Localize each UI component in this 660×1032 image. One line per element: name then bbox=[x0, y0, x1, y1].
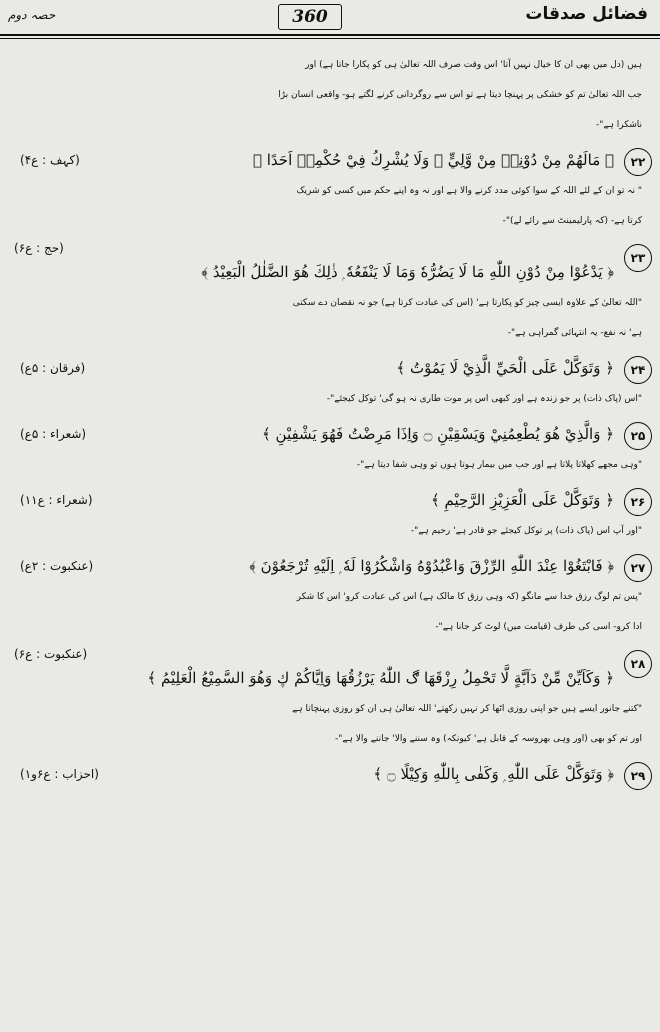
text-line: ہے' نہ نفع- یہ انتہائی گمراہی ہے"- bbox=[507, 328, 642, 338]
ayah-row bbox=[14, 550, 614, 582]
section-label: حصہ دوم bbox=[8, 8, 56, 22]
verse-reference: (حج : ع۶) bbox=[14, 241, 64, 255]
arabic-ayah: ﴿ وَكَاَيِّنْ مِّنْ دَآبَّةٍ لَّا تَحْمِلُ رِزْقَهَا ڰ اللّٰهُ يَرْزُقُهَا وَاِيَّاكُمْ ڮ وَهُوَ السَّمِيْعُ الْعَلِيْمُ ﴾ bbox=[147, 669, 614, 687]
text-line: "اللہ تعالیٰ کے علاوہ ایسی چیز کو پکارتا ہے' (اس کی عبادت کرتا ہے) جو نہ نقصان دے سکتی bbox=[292, 298, 642, 308]
entries-list bbox=[14, 144, 648, 790]
ayah-row bbox=[14, 144, 614, 176]
verse-entry bbox=[14, 240, 648, 348]
page-body bbox=[14, 50, 648, 790]
urdu-translation bbox=[14, 582, 642, 642]
verse-entry bbox=[14, 646, 648, 754]
arabic-ayah: ﴿ وَتَوَكَّلْ عَلَى اللّٰهِ ۭ وَكَفٰى بِاللّٰهِ وَكِيْلًا ۝ ﴾ bbox=[373, 765, 614, 783]
page-header bbox=[0, 0, 660, 40]
urdu-translation bbox=[14, 694, 642, 754]
urdu-translation bbox=[14, 516, 642, 546]
urdu-translation bbox=[14, 450, 642, 480]
verse-number-badge: ۲۳ bbox=[624, 244, 652, 272]
ayah-row bbox=[14, 256, 614, 288]
arabic-ayah: ﴿ فَابْتَغُوْا عِنْدَ اللّٰهِ الرِّزْقَ وَاعْبُدُوْهُ وَاشْكُرُوْا لَهٗ ۭ اِلَيْهِ تُرْجَعُوْنَ ﴾ bbox=[249, 557, 614, 575]
header-rule-thin bbox=[0, 38, 660, 39]
text-line: "کتنے جانور ایسے ہیں جو اپنی روزی اٹھا کر نہیں رکھتے' اللہ تعالیٰ ہی ان کو روزی پہنچاتا ہے bbox=[292, 704, 642, 714]
ayah-row bbox=[14, 758, 614, 790]
ayah-row bbox=[14, 352, 614, 384]
verse-reference: (شعراء : ۵ع) bbox=[20, 427, 87, 441]
text-line: ناشکرا ہے"- bbox=[595, 120, 642, 130]
arabic-ayah: ﴿ مَالَهُمْ مِنْ دُوْنِهٖ مِنْ وَّلِيٍّ ۡ وَلَا يُشْرِكُ فِيْ حُكْمِهٖ اَحَدًا ﴾ bbox=[253, 151, 614, 169]
verse-number-badge: ۲۲ bbox=[624, 148, 652, 176]
verse-number-badge: ۲۹ bbox=[624, 762, 652, 790]
ayah-row bbox=[14, 484, 614, 516]
verse-reference: (فرقان : ۵ع) bbox=[20, 361, 86, 375]
verse-number-badge: ۲۴ bbox=[624, 356, 652, 384]
urdu-translation bbox=[14, 288, 642, 348]
header-rule bbox=[0, 34, 660, 36]
intro-paragraph bbox=[14, 50, 642, 140]
text-line: ہیں (دل میں بھی ان کا خیال نہیں آتا' اس وقت صرف اللہ تعالیٰ ہی کو پکارا جاتا ہے) اور bbox=[305, 60, 642, 70]
verse-number-badge: ۲۵ bbox=[624, 422, 652, 450]
text-line: کرتا ہے- (کہ پارلیمینٹ سے رائے لے)"- bbox=[502, 216, 642, 226]
verse-reference: (عنکبوت : ع۶) bbox=[14, 647, 88, 661]
text-line: جب اللہ تعالیٰ تم کو خشکی پر پہنچا دیتا ہے تو اس سے روگردانی کرنے لگتے ہو- واقعی انسان بڑا bbox=[278, 90, 642, 100]
urdu-translation bbox=[14, 176, 642, 236]
verse-number-badge: ۲۶ bbox=[624, 488, 652, 516]
verse-entry bbox=[14, 758, 648, 790]
text-line: "اس (پاک ذات) پر جو زندہ ہے اور کبھی اس پر موت طاری نہ ہو گی' توکل کیجئے"- bbox=[326, 394, 642, 404]
text-line: " نہ تو ان کے لئے اللہ کے سوا کوئی مدد کرنے والا ہے اور نہ وہ اپنے حکم میں کسی کو شریک bbox=[296, 186, 642, 196]
arabic-ayah: ﴿ وَالَّذِيْ هُوَ يُطْعِمُنِيْ وَيَسْقِيْنِ ۝ وَاِذَا مَرِضْتُ فَهُوَ يَشْفِيْنِ ﴾ bbox=[261, 425, 614, 443]
arabic-ayah: ﴿ وَتَوَكَّلْ عَلَى الْحَيِّ الَّذِيْ لَا يَمُوْتُ ﴾ bbox=[396, 359, 614, 377]
arabic-ayah: ﴿ يَدْعُوْا مِنْ دُوْنِ اللّٰهِ مَا لَا يَضُرُّهٗ وَمَا لَا يَنْفَعُهٗ ۭ ذٰلِكَ هُوَ الضَّلٰلُ الْبَعِيْدُ ﴾ bbox=[201, 263, 614, 281]
verse-number-badge: ۲۷ bbox=[624, 554, 652, 582]
verse-entry bbox=[14, 352, 648, 414]
text-line: اور تم کو بھی (اور وہی بھروسہ کے قابل ہے' کیونکہ) وہ سننے والا' جاننے والا ہے"- bbox=[334, 734, 642, 744]
verse-entry bbox=[14, 418, 648, 480]
verse-entry bbox=[14, 144, 648, 236]
ayah-row bbox=[14, 662, 614, 694]
text-line: ادا کرو- اسی کی طرف (قیامت میں) لوٹ کر جانا ہے"- bbox=[435, 622, 642, 632]
book-title: فضائل صدقات bbox=[525, 4, 648, 24]
page-number: 360 bbox=[278, 4, 342, 30]
ayah-row bbox=[14, 418, 614, 450]
verse-entry bbox=[14, 484, 648, 546]
urdu-translation bbox=[14, 384, 642, 414]
verse-reference: (عنکبوت : ۲ع) bbox=[20, 559, 94, 573]
verse-number-badge: ۲۸ bbox=[624, 650, 652, 678]
verse-entry bbox=[14, 550, 648, 642]
text-line: "اور آپ اس (پاک ذات) پر توکل کیجئے جو قادر ہے' رحیم ہے"- bbox=[410, 526, 642, 536]
verse-reference: (احزاب : ع۶و۱) bbox=[20, 767, 99, 781]
verse-reference: (کہف : ع۴) bbox=[20, 153, 80, 167]
text-line: "وہی مجھے کھلاتا پلاتا ہے اور جب میں بیمار ہوتا ہوں تو وہی شفا دیتا ہے"- bbox=[356, 460, 642, 470]
text-line: "پس تم لوگ رزق خدا سے مانگو (کہ وہی رزق کا مالک ہے) اس کی عبادت کرو' اس کا شکر bbox=[296, 592, 642, 602]
arabic-ayah: ﴿ وَتَوَكَّلْ عَلَى الْعَزِيْزِ الرَّحِيْمِ ﴾ bbox=[430, 491, 614, 509]
verse-reference: (شعراء : ع۱۱) bbox=[20, 493, 93, 507]
